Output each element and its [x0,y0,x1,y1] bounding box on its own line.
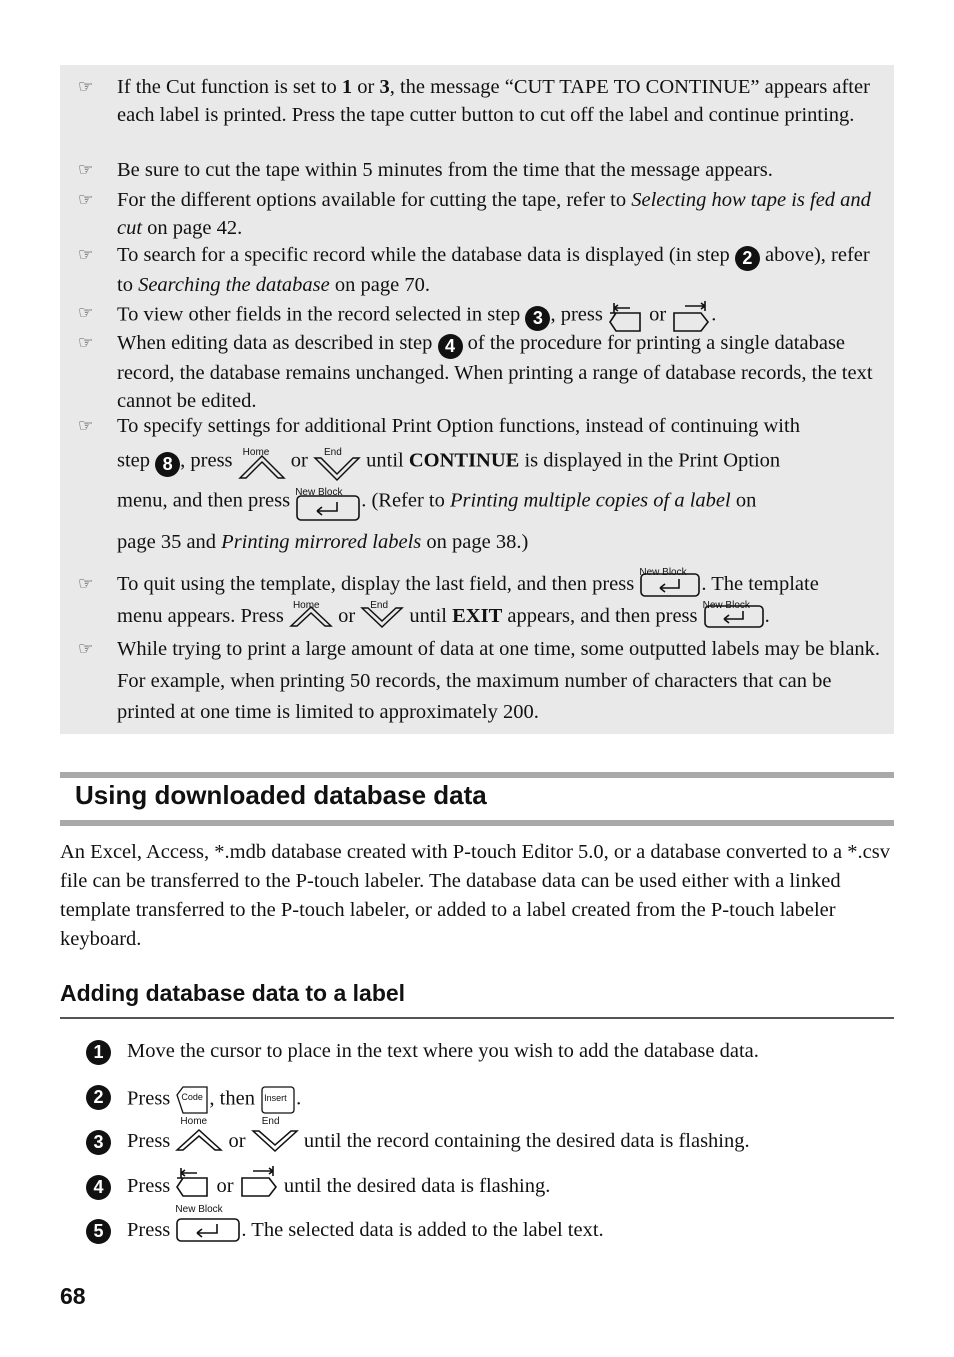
note-reference: Selecting how tape is fed and cut [117,189,871,239]
note-text: , press [550,303,608,326]
section-bottom-rule [60,820,894,826]
note-text: or [285,449,313,472]
home-key-icon [238,442,286,482]
key-label: End [261,1116,280,1128]
note-text: or [643,303,672,326]
note-text: While trying to print a large amount of data at one time, some outputted labels may be blank. For example, when printing 50 records, the maximum number of characters that can be printed at one time is limited to approximately 200. [117,638,881,723]
new-block-key-icon [639,562,701,598]
key-label: Insert [264,1093,287,1103]
end-key-icon [313,442,361,482]
step-text: until the record containing the desired data is flashing. [298,1130,750,1152]
note-text: on page 38.) [421,531,529,553]
key-label: Home [242,447,270,458]
note-line [117,602,881,630]
note-text: . (Refer to [361,489,450,512]
step-number-badge: 4 [86,1175,111,1200]
note-text: step [117,449,156,472]
note-text: until [361,449,409,472]
subsection-rule [60,1017,894,1019]
step-number-badge: 5 [86,1219,111,1244]
pointing-hand-icon: ☞ [78,190,94,210]
note-bold: EXIT [452,605,503,627]
key-label: New Block [639,567,687,579]
note-text: . [764,605,770,627]
note-text: . [711,303,717,326]
note-line [117,567,881,598]
key-label: End [370,600,389,612]
note-text: or [352,76,380,98]
note-text: on [730,489,757,512]
note-text: is displayed in the Print Option [519,449,781,472]
new-block-key-icon [295,482,361,522]
note-text: When editing data as described in step [117,332,438,354]
step-text: Press [127,1087,176,1110]
note-reference: Searching the database [138,274,330,296]
note-text: of the procedure for printing a single database record, the database remains unchanged. When printing a range of database records, the text cannot be edited. [117,332,873,412]
note-text: If the Cut function is set to [117,76,342,98]
subsection-title: Adding database data to a label [60,980,406,1006]
note-text: To view other fields in the record selected in step [117,303,526,326]
pointing-hand-icon: ☞ [78,639,94,659]
key-label: Home [180,1116,208,1128]
home-key-icon [175,1116,223,1153]
page-number: 68 [60,1283,86,1309]
note-text: To quit using the template, display the last field, and then press [117,573,640,595]
pointing-hand-icon: ☞ [78,574,94,594]
intro-paragraph: An Excel, Access, *.mdb database created with P-touch Editor 5.0, or a database converted to a *.csv file can be transferred to the P-touch labeler. The database data can be used either with a linked template transferred to the P-touch labeler, or added to a label created from the P-touch labeler keyboard. [60,841,890,950]
end-key-icon [251,1116,299,1153]
step-text: Press [127,1219,176,1241]
key-label: New Block [175,1204,223,1216]
note-line [117,482,881,522]
note-text: Be sure to cut the tape within 5 minutes from the time that the message appears. [117,159,773,181]
section-title: Using downloaded database data [75,780,487,810]
step-text: or [223,1130,251,1152]
note-bold: 1 [341,76,353,98]
step-number-badge: 8 [155,452,180,477]
new-block-key-icon [175,1204,241,1243]
new-block-key-icon [703,595,765,629]
note-text: To specify settings for additional Print Option functions, instead of continuing with [117,415,800,437]
home-key-icon [289,595,333,629]
step-text: Press [127,1175,176,1197]
note-bold: 3 [379,76,390,98]
note-bold: CONTINUE [408,449,520,472]
code-key-icon [175,1085,209,1115]
step-number-badge: 2 [735,246,760,271]
left-arrow-key-icon [175,1164,211,1198]
notes-box [60,65,894,734]
step-text: Move the cursor to place in the text where you wish to add the database data. [127,1040,759,1062]
note-text: appears, and then press [502,605,703,627]
step-text: Press [127,1130,176,1152]
step-text: , then [209,1087,261,1110]
key-label: New Block [702,600,750,612]
pointing-hand-icon: ☞ [78,416,94,436]
step-text: or [211,1175,239,1197]
key-label: Code [181,1092,203,1102]
pointing-hand-icon: ☞ [78,77,94,97]
note-text: For the different options available for cutting the tape, refer to [117,189,632,211]
note-reference: Printing multiple copies of a label [450,489,731,512]
note-text: , press [180,449,238,472]
step-text: . [296,1087,302,1110]
step-number-badge: 3 [86,1130,111,1155]
step-text: until the desired data is flashing. [278,1175,551,1197]
note-reference: Printing mirrored labels [221,531,422,553]
step-number-badge: 1 [86,1040,111,1065]
note-text: To search for a specific record while the database data is displayed (in step [117,244,735,266]
note-text: menu, and then press [117,489,296,512]
pointing-hand-icon: ☞ [78,160,94,180]
section-top-rule [60,772,894,778]
pointing-hand-icon: ☞ [78,303,94,323]
key-label: New Block [295,487,343,498]
note-line [117,528,881,556]
left-arrow-key-icon [608,299,644,333]
step-number-badge: 2 [86,1085,111,1110]
step-number-badge: 3 [525,306,550,331]
note-text: until [404,605,453,627]
step-text: . The selected data is added to the label text. [241,1219,604,1241]
note-text: above), refer to [117,244,870,296]
note-text: or [332,605,361,627]
note-text: on page 42. [142,217,243,239]
key-label: Home [292,600,320,612]
note-text: , the message “CUT TAPE TO CONTINUE” appears after each label is printed. Press the tape cutter button to cut off the label and continue printing. [117,76,870,126]
note-text: on page 70. [329,274,430,296]
note-text: page 35 and [117,531,222,553]
note-line [117,442,881,482]
right-arrow-key-icon [671,299,711,333]
step-number-badge: 4 [438,334,463,359]
right-arrow-key-icon [239,1164,279,1198]
key-label: End [324,447,342,458]
note-text: . The template [701,573,819,595]
pointing-hand-icon: ☞ [78,333,94,353]
note-text: menu appears. Press [117,605,289,627]
insert-key-icon [260,1085,296,1115]
pointing-hand-icon: ☞ [78,245,94,265]
end-key-icon [360,595,404,629]
